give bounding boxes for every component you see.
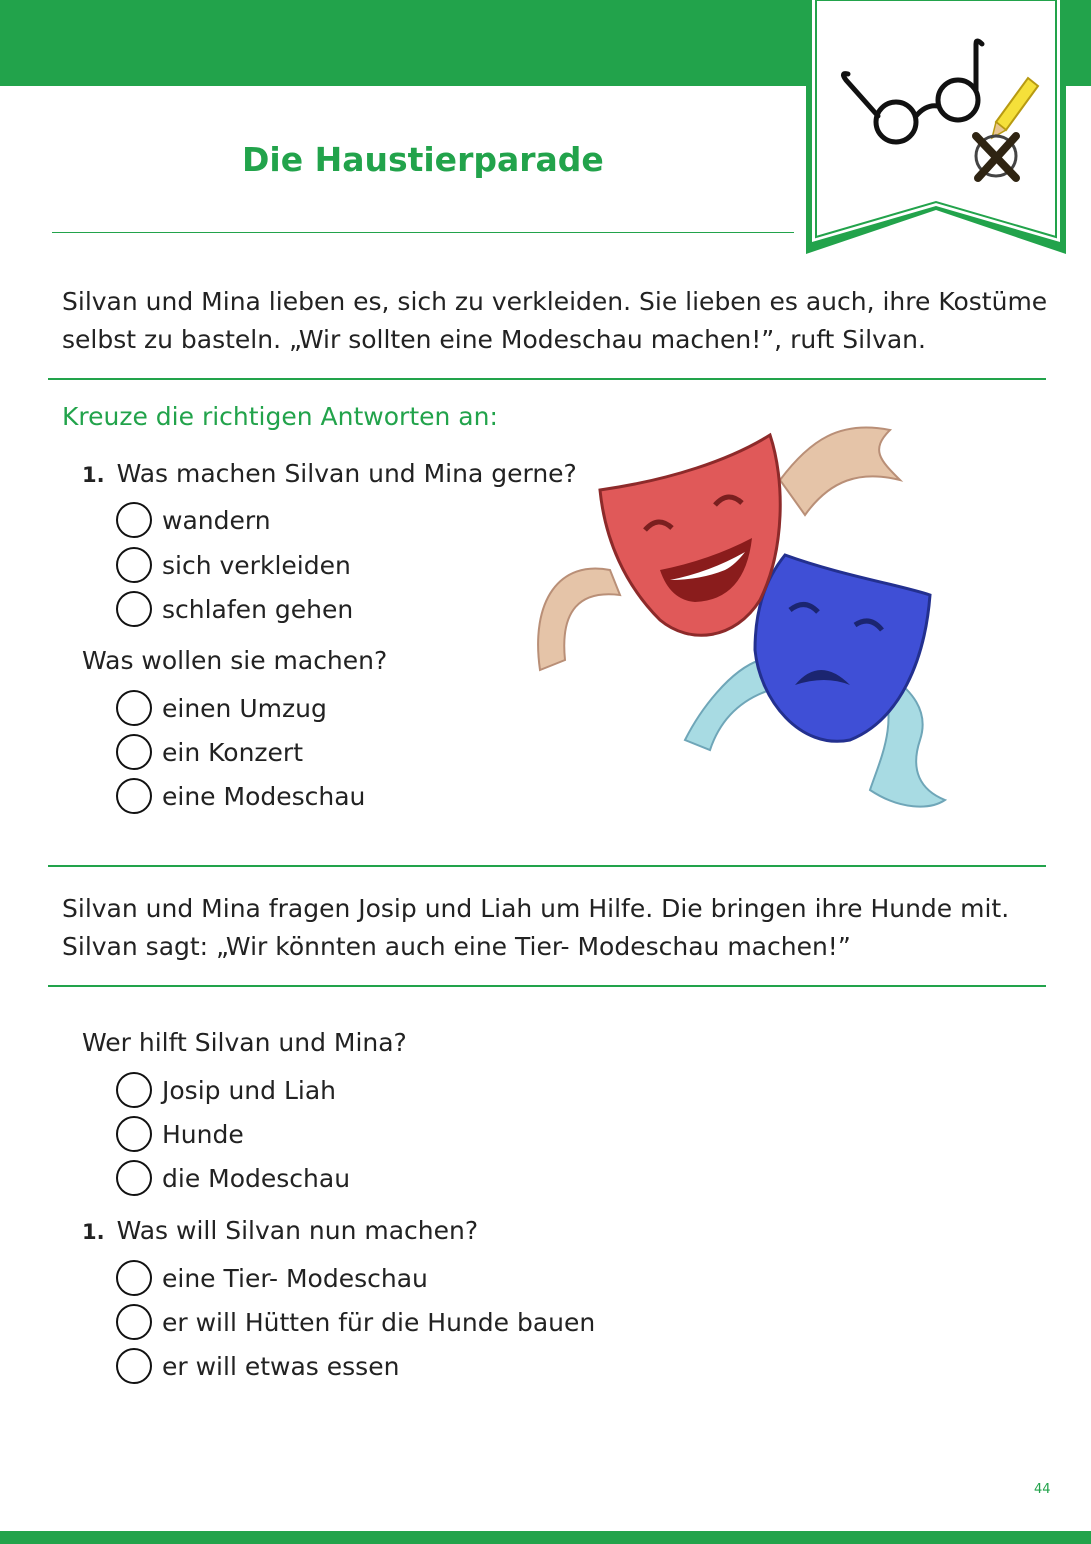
story-line: Silvan sagt: „Wir könnten auch eine Tier- Modeschau machen!” [62, 932, 851, 961]
question-number: 1. [82, 463, 105, 487]
answer-label: sich verkleiden [162, 550, 351, 580]
answer-option[interactable] [116, 500, 271, 540]
answer-option[interactable] [116, 1346, 399, 1386]
answer-label: wandern [162, 505, 271, 535]
answer-checkbox[interactable] [116, 1072, 152, 1108]
answer-label: Hunde [162, 1119, 244, 1149]
story-line: Silvan und Mina fragen Josip und Liah um Hilfe. Die bringen ihre Hunde mit. [62, 894, 1010, 923]
answer-option[interactable] [116, 589, 353, 629]
answer-option[interactable] [116, 1114, 244, 1154]
theater-masks-icon [520, 420, 960, 840]
answer-label: einen Umzug [162, 693, 327, 723]
answer-option[interactable] [116, 732, 303, 772]
question-text: Was wollen sie machen? [82, 646, 388, 675]
page-title: Die Haustierparade [242, 140, 604, 179]
answer-label: die Modeschau [162, 1163, 351, 1193]
story-paragraph-1 [62, 283, 1047, 359]
answer-label: eine Tier- Modeschau [162, 1263, 428, 1293]
answer-option[interactable] [116, 776, 365, 816]
answer-label: schlafen gehen [162, 594, 354, 624]
title-divider [52, 232, 794, 233]
answer-label: er will etwas essen [162, 1351, 400, 1381]
page-number: 44 [1034, 1482, 1051, 1497]
footer-bar [0, 1531, 1091, 1544]
header-bar [0, 0, 808, 86]
answer-label: eine Modeschau [162, 781, 366, 811]
question-4 [82, 1216, 478, 1245]
answer-checkbox[interactable] [116, 1116, 152, 1152]
answer-label: ein Konzert [162, 737, 303, 767]
answer-checkbox[interactable] [116, 1260, 152, 1296]
story-paragraph-2 [62, 890, 1009, 966]
answer-option[interactable] [116, 1302, 595, 1342]
answer-checkbox[interactable] [116, 778, 152, 814]
question-2 [82, 646, 387, 675]
answer-checkbox[interactable] [116, 547, 152, 583]
answer-checkbox[interactable] [116, 1348, 152, 1384]
section-divider [48, 378, 1046, 380]
answer-checkbox[interactable] [116, 591, 152, 627]
question-text: Was will Silvan nun machen? [116, 1216, 479, 1245]
answer-option[interactable] [116, 688, 327, 728]
question-number: 1. [82, 1220, 105, 1244]
story-line: Silvan und Mina lieben es, sich zu verkleiden. Sie lieben es auch, ihre Kostüme [62, 287, 1048, 316]
answer-label: er will Hütten für die Hunde bauen [162, 1307, 596, 1337]
answer-option[interactable] [116, 1158, 350, 1198]
answer-label: Josip und Liah [162, 1075, 336, 1105]
answer-checkbox[interactable] [116, 502, 152, 538]
answer-option[interactable] [116, 1070, 336, 1110]
answer-option[interactable] [116, 545, 351, 585]
answer-checkbox[interactable] [116, 690, 152, 726]
answer-checkbox[interactable] [116, 1304, 152, 1340]
answer-checkbox[interactable] [116, 1160, 152, 1196]
question-text: Wer hilft Silvan und Mina? [82, 1028, 407, 1057]
instruction-text: Kreuze die richtigen Antworten an: [62, 402, 498, 431]
answer-option[interactable] [116, 1258, 428, 1298]
section-divider [48, 865, 1046, 867]
instruction-badge [806, 0, 1066, 254]
question-1 [82, 459, 577, 488]
question-3 [82, 1028, 407, 1057]
header-bar-right [1063, 0, 1091, 86]
section-divider [48, 985, 1046, 987]
story-line: selbst zu basteln. „Wir sollten eine Modeschau machen!”, ruft Silvan. [62, 325, 926, 354]
question-text: Was machen Silvan und Mina gerne? [116, 459, 577, 488]
answer-checkbox[interactable] [116, 734, 152, 770]
